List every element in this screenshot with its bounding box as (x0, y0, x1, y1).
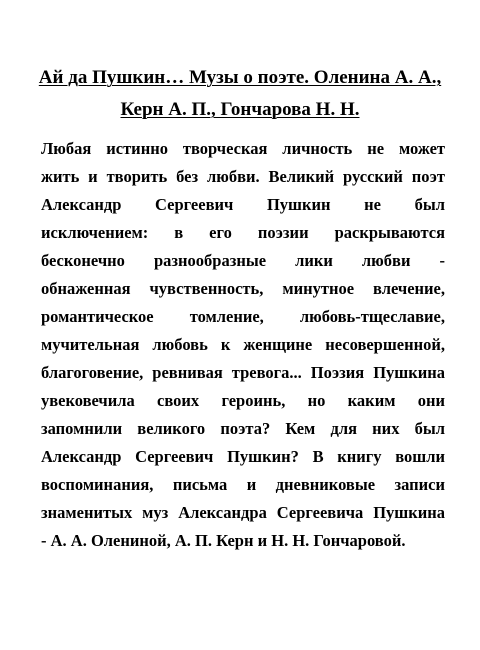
body-line: Любая истинно творческая личность не может (41, 139, 445, 158)
body-line: знаменитых муз Александра Сергеевича Пушкина (41, 503, 445, 522)
body-line: Александр Сергеевич Пушкин? В книгу вошли (41, 447, 445, 466)
body-line: мучительная любовь к женщине несовершенной, (41, 335, 445, 354)
document-body (41, 135, 445, 555)
body-line: романтическое томление, любовь-тщеславие, (41, 307, 445, 326)
title-line-1: Ай да Пушкин… Музы о поэте. Оленина А. А., (38, 67, 442, 88)
body-line: благоговение, ревнивая тревога... Поэзия Пушкина (41, 363, 445, 382)
body-line: Александр Сергеевич Пушкин не был (41, 195, 445, 214)
body-line: - А. А. Олениной, А. П. Керн и Н. Н. Гончаровой. (41, 531, 406, 550)
body-line: бесконечно разнообразные лики любви - (41, 251, 445, 270)
body-line: исключением: в его поэзии раскрываются (41, 223, 445, 242)
body-line: обнаженная чувственность, минутное влечение, (41, 279, 445, 298)
body-line: воспоминания, письма и дневниковые записи (41, 475, 445, 494)
title-line-2: Керн А. П., Гончарова Н. Н. (120, 99, 360, 120)
body-line: запомнили великого поэта? Кем для них был (41, 419, 445, 438)
body-line: жить и творить без любви. Великий русский поэт (41, 167, 445, 186)
document-title (30, 62, 450, 126)
body-line: увековечила своих героинь, но каким они (41, 391, 445, 410)
